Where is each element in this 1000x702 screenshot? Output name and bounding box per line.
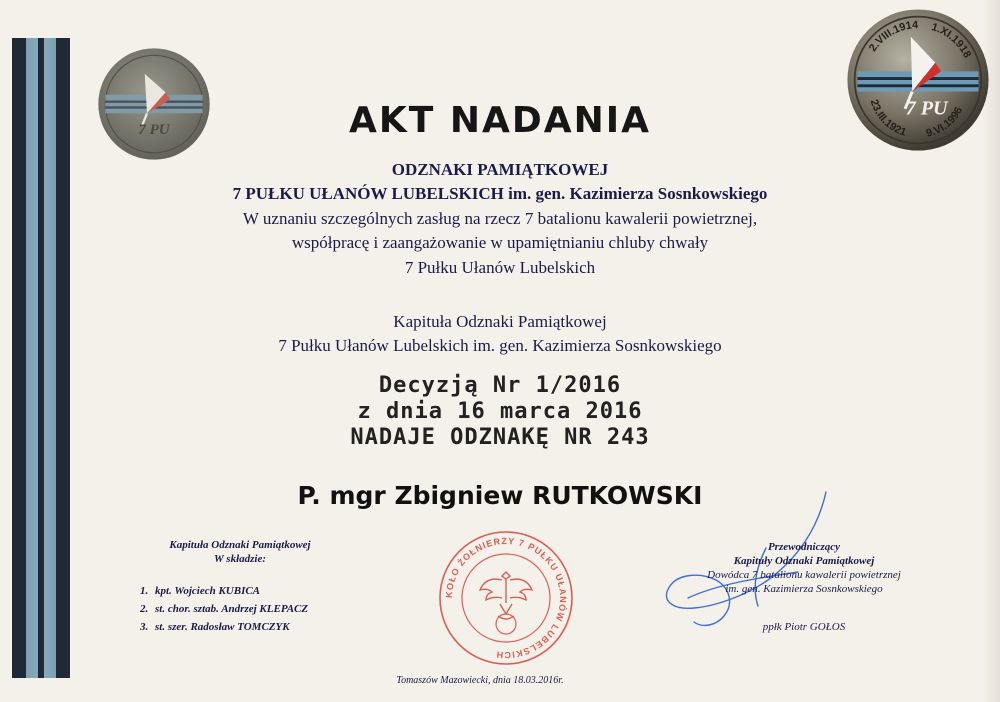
chapter-line-2: 7 Pułku Ułanów Lubelskich im. gen. Kazimierza Sosnkowskiego [278,336,722,355]
decision-number: Decyzją Nr 1/2016 [378,373,622,398]
chairman-name: ppłk Piotr GOŁOS [762,621,846,633]
chairman-role-1: Dowódca 7 batalionu kawalerii powietrznej [707,569,901,581]
regiment-name: 7 PUŁKU UŁANÓW LUBELSKICH im. gen. Kazimierza Sosnkowskiego [232,184,768,203]
member-name: kpt. Wojciech KUBICA [155,585,261,597]
medal-right-emblem: 7 PU [905,97,948,120]
seal-ring-text: KOŁO ŻOŁNIERZY 7 PUŁKU UŁANÓW LUBELSKICH [443,535,569,661]
committee-block [140,538,380,649]
medal-date-top-left: 2.VIII.1914 [866,19,919,54]
decision-date: z dnia 16 marca 2016 [357,399,643,424]
badge-number: NADAJE ODZNAKĘ NR 243 [350,425,650,450]
medal-date-bottom-right: 9.VI.1996 [924,105,966,140]
member-number: 2. [140,603,149,615]
member-number: 1. [140,585,149,597]
committee-members-list [140,584,380,638]
chairman-title-2: Kapituły Odznaki Pamiątkowej [733,555,875,567]
recipient-name: P. mgr Zbigniew RUTKOWSKI [297,481,703,510]
committee-heading-2: W składzie: [213,553,267,565]
member-number: 3. [140,621,149,633]
document-title: AKT NADANIA [349,100,651,141]
committee-member [140,602,380,620]
document-subtitle: ODZNAKI PAMIĄTKOWEJ [391,160,609,179]
committee-heading-1: Kapituła Odznaki Pamiątkowej [169,539,311,551]
committee-member [140,620,380,638]
medal-date-top-right: 1.XI.1918 [929,21,974,61]
medal-date-bottom-left: 23.III.1921 [867,98,908,139]
recognition-line-3: 7 Pułku Ułanów Lubelskich [404,258,596,277]
seal-stamp [436,528,576,668]
member-name: st. szer. Radosław TOMCZYK [155,621,290,633]
chairman-role-2: im. gen. Kazimierza Sosnkowskiego [725,583,883,595]
place-and-date: Tomaszów Mazowiecki, dnia 18.03.2016r. [396,675,564,686]
chapter-line-1: Kapituła Odznaki Pamiątkowej [393,312,607,331]
eagle-icon [480,572,532,619]
recognition-line-2: współpracę i zaangażowanie w upamiętnianiu chluby chwały [291,233,709,252]
chairman-block [668,540,940,634]
recognition-line-1: W uznaniu szczególnych zasług na rzecz 7 batalionu kawalerii powietrznej, [242,209,758,228]
medal-left-emblem: 7 PU [138,122,170,139]
committee-member [140,584,380,602]
member-name: st. chor. sztab. Andrzej KLEPACZ [155,603,309,615]
chairman-title-1: Przewodniczący [767,541,841,553]
